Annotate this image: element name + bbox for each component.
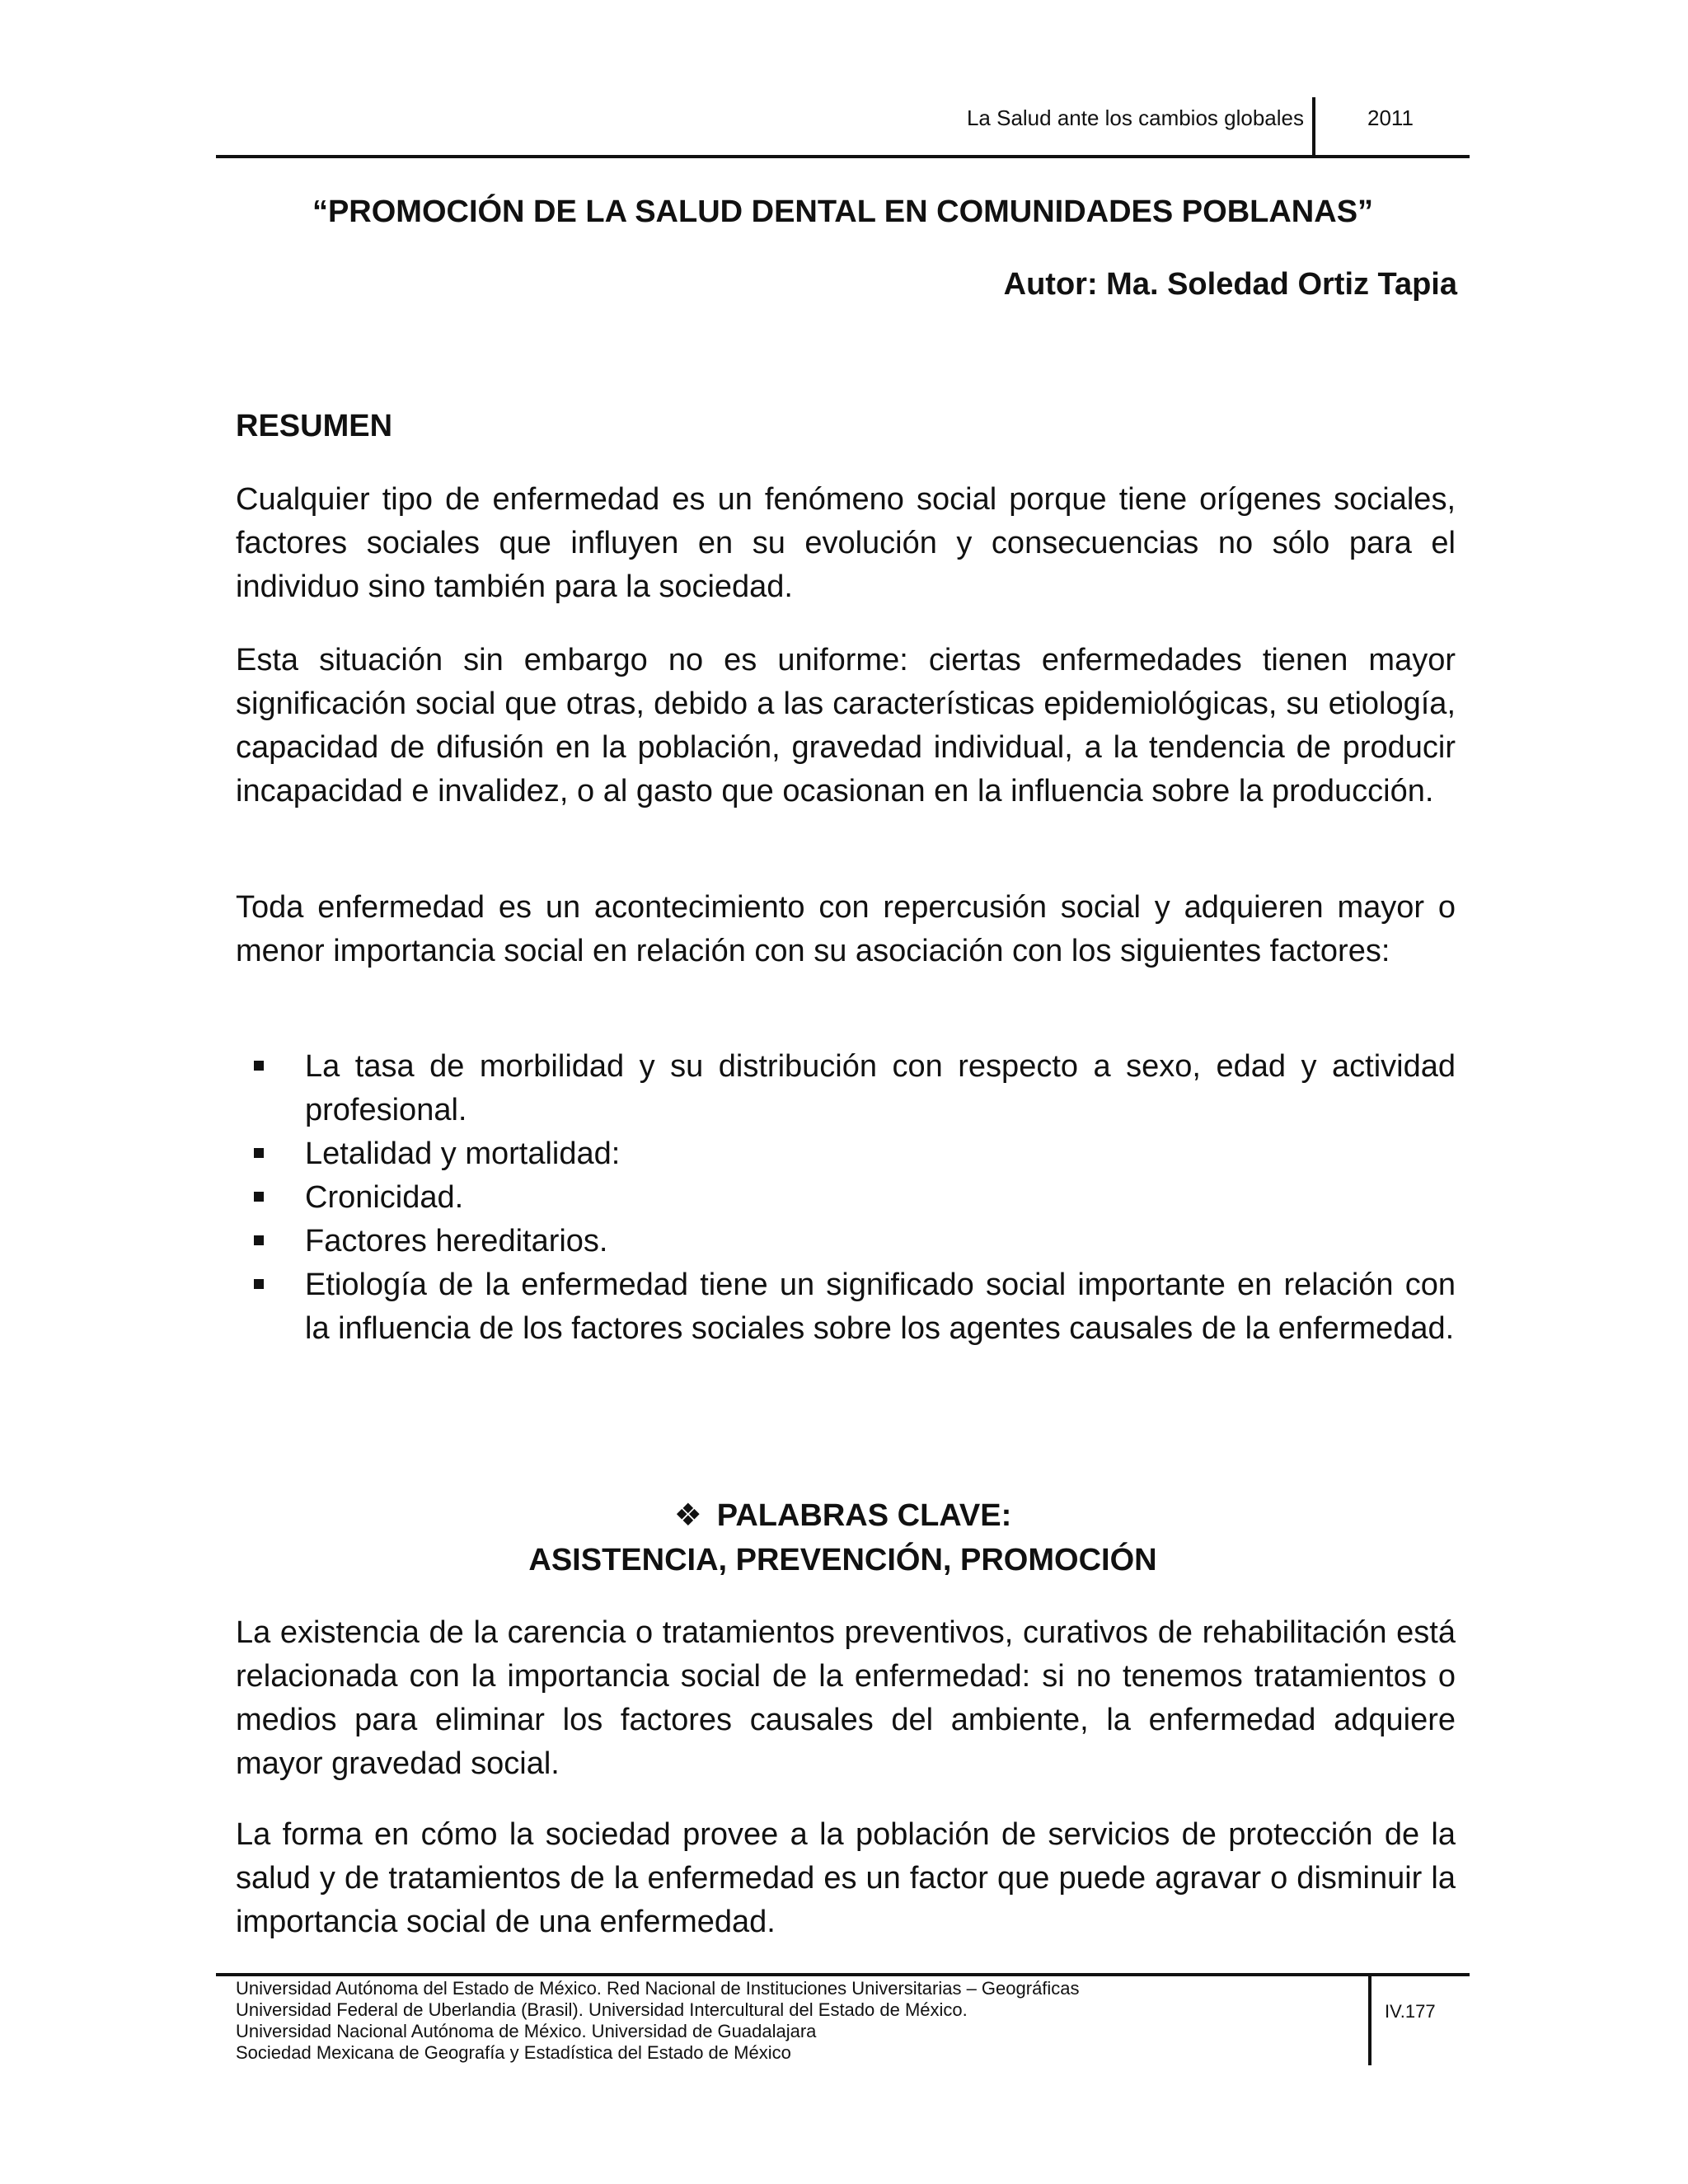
- footer-line: Universidad Autónoma del Estado de México. Red Nacional de Instituciones Universitarias – Geográficas: [236, 1978, 1080, 1999]
- footer-line: Universidad Nacional Autónoma de México. Universidad de Guadalajara: [236, 2021, 817, 2041]
- keywords-label: PALABRAS CLAVE:: [716, 1498, 1012, 1533]
- footer-line: Sociedad Mexicana de Geografía y Estadística del Estado de México: [236, 2042, 791, 2063]
- list-item: [236, 1132, 1456, 1176]
- factors-list: [236, 1045, 1456, 1351]
- list-item-text: La tasa de morbilidad y su distribución con respecto a sexo, edad y actividad profesional.: [305, 1049, 1456, 1127]
- keywords-label-line: [216, 1493, 1470, 1538]
- paragraph: La existencia de la carencia o tratamientos preventivos, curativos de rehabilitación está relacionada con la importancia social de la enfermedad: si no tenemos tratamientos o medios para eliminar los factores causales del ambiente, la enfermedad adquiere mayor gravedad social.: [236, 1615, 1456, 1781]
- document-author: Autor: Ma. Soledad Ortiz Tapia: [1003, 267, 1457, 302]
- list-item-text: Etiología de la enfermedad tiene un significado social importante en relación con la influencia de los factores sociales sobre los agentes causales de la enfermedad.: [305, 1268, 1456, 1346]
- page-header: [216, 92, 1470, 158]
- square-bullet-icon: [254, 1235, 264, 1245]
- diamond-bullet-icon: ❖: [673, 1498, 702, 1533]
- square-bullet-icon: [254, 1061, 264, 1071]
- list-item: [236, 1176, 1456, 1220]
- footer-divider: [1368, 1975, 1372, 2065]
- header-year: 2011: [1367, 105, 1414, 130]
- paragraph: La forma en cómo la sociedad provee a la población de servicios de protección de la salud y de tratamientos de la enfermedad es un factor que puede agravar o disminuir la importancia social de una enfermedad.: [236, 1817, 1456, 1939]
- list-item-text: Letalidad y mortalidad:: [305, 1137, 621, 1171]
- paragraph: Toda enfermedad es un acontecimiento con repercusión social y adquieren mayor o menor importancia social en relación con su asociación con los siguientes factores:: [236, 890, 1456, 968]
- list-item: [236, 1045, 1456, 1132]
- square-bullet-icon: [254, 1279, 264, 1289]
- header-rule: [216, 155, 1470, 158]
- list-item: [236, 1263, 1456, 1351]
- list-item: [236, 1220, 1456, 1263]
- keywords-values: ASISTENCIA, PREVENCIÓN, PROMOCIÓN: [528, 1543, 1157, 1577]
- list-item-text: Factores hereditarios.: [305, 1224, 608, 1258]
- square-bullet-icon: [254, 1148, 264, 1158]
- paragraph: Esta situación sin embargo no es uniforme: ciertas enfermedades tienen mayor significación social que otras, debido a las características epidemiológicas, su etiología, capacidad de difusión en la población, gravedad individual, a la tendencia de producir incapacidad e invalidez, o al gasto que ocasionan en la influencia sobre la producción.: [236, 643, 1456, 808]
- list-item-text: Cronicidad.: [305, 1180, 464, 1215]
- footer-line: Universidad Federal de Uberlandia (Brasil). Universidad Intercultural del Estado de México.: [236, 1999, 968, 2020]
- section-heading-resumen: RESUMEN: [236, 409, 393, 443]
- paragraph: Cualquier tipo de enfermedad es un fenómeno social porque tiene orígenes sociales, factores sociales que influyen en su evolución y consecuencias no sólo para el individuo sino también para la sociedad.: [236, 482, 1456, 604]
- running-title: La Salud ante los cambios globales: [966, 105, 1304, 130]
- keywords-block: [216, 1493, 1470, 1582]
- document-title: “PROMOCIÓN DE LA SALUD DENTAL EN COMUNIDADES POBLANAS”: [312, 194, 1374, 229]
- page-number: IV.177: [1385, 2001, 1436, 2022]
- square-bullet-icon: [254, 1192, 264, 1202]
- header-divider: [1312, 97, 1315, 157]
- page-footer: [236, 1978, 1080, 2064]
- footer-rule: [216, 1973, 1470, 1976]
